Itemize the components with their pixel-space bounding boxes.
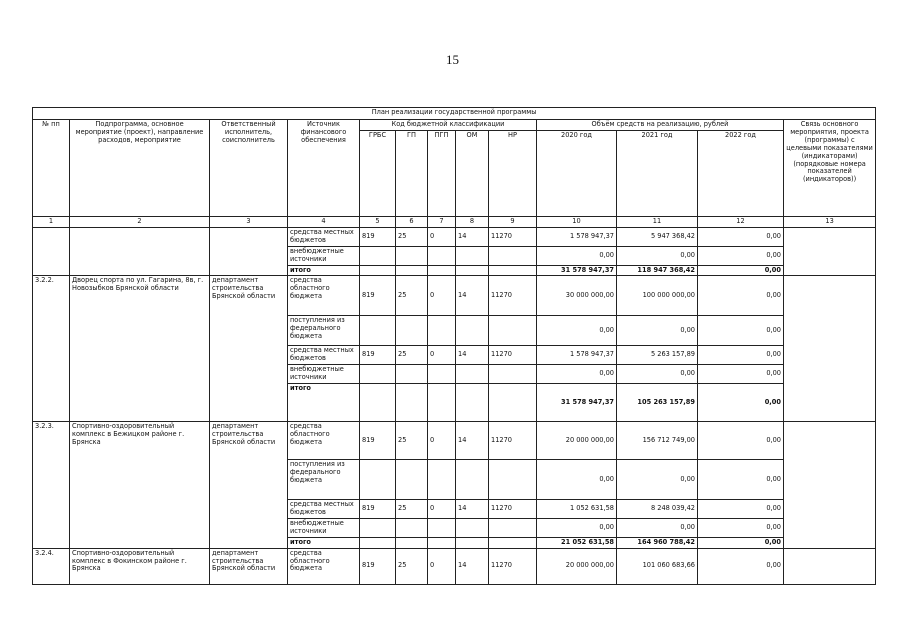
header-num: № пп — [33, 120, 70, 217]
header-2020: 2020 год — [537, 130, 617, 216]
code-pgp: 0 — [428, 346, 456, 365]
value-2022: 0,00 — [698, 346, 784, 365]
code-grbs: 819 — [360, 276, 396, 316]
value-2021: 5 947 368,42 — [617, 227, 698, 246]
value-2021: 100 000 000,00 — [617, 276, 698, 316]
responsible-executor: департамент строительства Брянской области — [210, 276, 288, 422]
responsible-executor: департамент строительства Брянской области — [210, 422, 288, 549]
table-title: План реализации государственной программы — [33, 108, 876, 120]
header-link: Связь основного мероприятия, проекта (программы) с целевыми показателями (индикаторами) (порядковые номера показателей (индикаторов)) — [784, 120, 876, 217]
value-2020: 0,00 — [537, 365, 617, 384]
source-local: средства местных бюджетов — [288, 346, 360, 365]
row-number: 3.2.4. — [33, 548, 70, 584]
code-gp: 25 — [396, 500, 428, 519]
code-nr: 11270 — [489, 548, 537, 584]
value-2020: 0,00 — [537, 316, 617, 346]
table-row — [33, 227, 876, 246]
column-number: 3 — [210, 216, 288, 227]
value-2022: 0,00 — [698, 518, 784, 537]
program-plan-table — [32, 107, 876, 585]
source-extra: внебюджетные источники — [288, 518, 360, 537]
source-federal: поступления из федерального бюджета — [288, 316, 360, 346]
code-gp: 25 — [396, 548, 428, 584]
column-number: 8 — [456, 216, 489, 227]
value-2020: 1 578 947,37 — [537, 346, 617, 365]
responsible-executor: департамент строительства Брянской области — [210, 548, 288, 584]
source-regional: средства областного бюджета — [288, 276, 360, 316]
value-2021: 156 712 749,00 — [617, 422, 698, 460]
column-number: 12 — [698, 216, 784, 227]
value-2022: 0,00 — [698, 276, 784, 316]
column-number: 4 — [288, 216, 360, 227]
code-grbs: 819 — [360, 500, 396, 519]
source-federal: поступления из федерального бюджета — [288, 460, 360, 500]
header-om: ОМ — [456, 130, 489, 216]
measure-name: Дворец спорта по ул. Гагарина, 8в, г. Новозыбков Брянской области — [70, 276, 210, 422]
column-number: 11 — [617, 216, 698, 227]
value-2022: 0,00 — [698, 460, 784, 500]
code-pgp: 0 — [428, 227, 456, 246]
value-2022: 0,00 — [698, 246, 784, 265]
row-number: 3.2.3. — [33, 422, 70, 549]
table-row — [33, 422, 876, 460]
value-2022: 0,00 — [698, 422, 784, 460]
column-number: 7 — [428, 216, 456, 227]
code-nr: 11270 — [489, 227, 537, 246]
value-2021: 0,00 — [617, 365, 698, 384]
header-volume: Объём средств на реализацию, рублей — [537, 120, 784, 131]
value-2022: 0,00 — [698, 227, 784, 246]
value-2020: 20 000 000,00 — [537, 548, 617, 584]
measure-name: Спортивно-оздоровительный комплекс в Бежицком районе г. Брянска — [70, 422, 210, 549]
total-2020: 31 578 947,37 — [537, 384, 617, 422]
cell-empty — [784, 548, 876, 584]
code-grbs: 819 — [360, 227, 396, 246]
total-2021: 105 263 157,89 — [617, 384, 698, 422]
code-grbs: 819 — [360, 346, 396, 365]
code-nr: 11270 — [489, 276, 537, 316]
value-2022: 0,00 — [698, 548, 784, 584]
column-number: 5 — [360, 216, 396, 227]
cell-empty — [33, 227, 70, 276]
value-2020: 1 578 947,37 — [537, 227, 617, 246]
cell-empty — [784, 227, 876, 276]
total-2022: 0,00 — [698, 265, 784, 276]
source-total: итого — [288, 265, 360, 276]
page-number: 15 — [446, 52, 459, 67]
total-2021: 164 960 788,42 — [617, 537, 698, 548]
cell-empty — [210, 227, 288, 276]
code-pgp: 0 — [428, 422, 456, 460]
total-2022: 0,00 — [698, 537, 784, 548]
code-pgp: 0 — [428, 500, 456, 519]
value-2021: 0,00 — [617, 316, 698, 346]
value-2021: 0,00 — [617, 246, 698, 265]
header-subprogram: Подпрограмма, основное мероприятие (проект), направление расходов, мероприятие — [70, 120, 210, 217]
header-responsible: Ответственный исполнитель, соисполнитель — [210, 120, 288, 217]
code-nr: 11270 — [489, 346, 537, 365]
cell-empty — [784, 422, 876, 549]
value-2021: 0,00 — [617, 460, 698, 500]
code-gp: 25 — [396, 346, 428, 365]
source-regional: средства областного бюджета — [288, 422, 360, 460]
value-2020: 0,00 — [537, 246, 617, 265]
code-gp: 25 — [396, 227, 428, 246]
code-om: 14 — [456, 227, 489, 246]
value-2020: 1 052 631,58 — [537, 500, 617, 519]
column-number-row — [33, 216, 876, 227]
header-nr: НР — [489, 130, 537, 216]
value-2020: 0,00 — [537, 460, 617, 500]
code-gp: 25 — [396, 422, 428, 460]
header-2022: 2022 год — [698, 130, 784, 216]
value-2021: 5 263 157,89 — [617, 346, 698, 365]
code-nr: 11270 — [489, 500, 537, 519]
column-number: 2 — [70, 216, 210, 227]
column-number: 10 — [537, 216, 617, 227]
total-2022: 0,00 — [698, 384, 784, 422]
source-total: итого — [288, 537, 360, 548]
source-local: средства местных бюджетов — [288, 227, 360, 246]
header-budget-code: Код бюджетной классификации — [360, 120, 537, 131]
source-extra: внебюджетные источники — [288, 365, 360, 384]
value-2020: 0,00 — [537, 518, 617, 537]
source-local: средства местных бюджетов — [288, 500, 360, 519]
table-row — [33, 548, 876, 584]
source-total: итого — [288, 384, 360, 422]
code-pgp: 0 — [428, 548, 456, 584]
column-number: 6 — [396, 216, 428, 227]
code-om: 14 — [456, 500, 489, 519]
header-row — [33, 120, 876, 131]
column-number: 9 — [489, 216, 537, 227]
header-source: Источник финансового обеспечения — [288, 120, 360, 217]
value-2022: 0,00 — [698, 500, 784, 519]
code-om: 14 — [456, 346, 489, 365]
header-grbs: ГРБС — [360, 130, 396, 216]
column-number: 1 — [33, 216, 70, 227]
value-2022: 0,00 — [698, 365, 784, 384]
code-grbs: 819 — [360, 548, 396, 584]
code-nr: 11270 — [489, 422, 537, 460]
header-pgp: ПГП — [428, 130, 456, 216]
table-row — [33, 276, 876, 316]
table-title-row — [33, 108, 876, 120]
code-om: 14 — [456, 422, 489, 460]
value-2022: 0,00 — [698, 316, 784, 346]
measure-name: Спортивно-оздоровительный комплекс в Фокинском районе г. Брянска — [70, 548, 210, 584]
source-extra: внебюджетные источники — [288, 246, 360, 265]
total-2021: 118 947 368,42 — [617, 265, 698, 276]
row-number: 3.2.2. — [33, 276, 70, 422]
code-pgp: 0 — [428, 276, 456, 316]
header-2021: 2021 год — [617, 130, 698, 216]
value-2021: 101 060 683,66 — [617, 548, 698, 584]
value-2021: 8 248 039,42 — [617, 500, 698, 519]
cell-empty — [784, 276, 876, 422]
value-2021: 0,00 — [617, 518, 698, 537]
column-number: 13 — [784, 216, 876, 227]
header-gp: ГП — [396, 130, 428, 216]
source-regional: средства областного бюджета — [288, 548, 360, 584]
code-gp: 25 — [396, 276, 428, 316]
cell-empty — [70, 227, 210, 276]
code-grbs: 819 — [360, 422, 396, 460]
value-2020: 20 000 000,00 — [537, 422, 617, 460]
code-om: 14 — [456, 276, 489, 316]
total-2020: 31 578 947,37 — [537, 265, 617, 276]
total-2020: 21 052 631,58 — [537, 537, 617, 548]
code-om: 14 — [456, 548, 489, 584]
value-2020: 30 000 000,00 — [537, 276, 617, 316]
